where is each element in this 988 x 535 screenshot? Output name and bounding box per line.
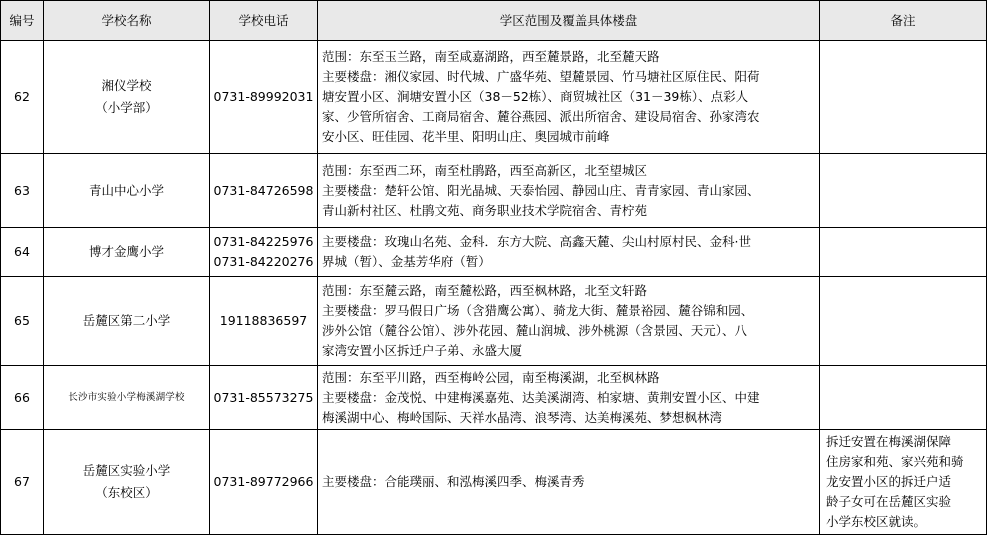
row-note <box>820 41 987 154</box>
table-row <box>1 366 987 430</box>
row-no: 67 <box>1 430 44 535</box>
table-row <box>1 430 987 535</box>
row-district-scope: 范围：东至麓云路，南至麓松路，西至枫林路，北至文轩路 主要楼盘：罗马假日广场（含猎鹰公寓）、骑龙大街、麓景裕园、麓谷锦和园、 涉外公馆（麓谷公馆）、涉外花园、麓山润城、涉外桃源（含景园、天元）、八 家湾安置小区拆迁户子弟、永盛大厦 <box>318 277 820 366</box>
row-note <box>820 228 987 277</box>
table-row <box>1 277 987 366</box>
row-school-name: 岳麓区第二小学 <box>44 277 210 366</box>
header-note: 备注 <box>820 1 987 41</box>
row-district-scope: 主要楼盘：合能璞丽、和泓梅溪四季、梅溪青秀 <box>318 430 820 535</box>
row-school-phone: 19118836597 <box>210 277 318 366</box>
row-note <box>820 366 987 430</box>
header-row <box>1 1 987 41</box>
row-no: 64 <box>1 228 44 277</box>
row-school-name: 青山中心小学 <box>44 154 210 228</box>
row-note: 拆迁安置在梅溪湖保障 住房家和苑、家兴苑和骑 龙安置小区的拆迁户适 龄子女可在岳麓区实验 小学东校区就读。 <box>820 430 987 535</box>
row-no: 66 <box>1 366 44 430</box>
table-row <box>1 228 987 277</box>
header-school-phone: 学校电话 <box>210 1 318 41</box>
row-no: 65 <box>1 277 44 366</box>
row-school-phone: 0731-85573275 <box>210 366 318 430</box>
table-row <box>1 154 987 228</box>
row-school-phone: 0731-89992031 <box>210 41 318 154</box>
row-school-name: 长沙市实验小学梅溪湖学校 <box>44 366 210 430</box>
row-school-name: 湘仪学校 （小学部） <box>44 41 210 154</box>
row-school-name: 岳麓区实验小学 （东校区） <box>44 430 210 535</box>
row-school-name: 博才金鹰小学 <box>44 228 210 277</box>
row-school-phone: 0731-84726598 <box>210 154 318 228</box>
row-no: 63 <box>1 154 44 228</box>
row-district-scope: 主要楼盘：玫瑰山名苑、金科．东方大院、高鑫天麓、尖山村原村民、金科·世 界城（暂）、金基芳华府（暂） <box>318 228 820 277</box>
table-row <box>1 41 987 154</box>
row-district-scope: 范围：东至玉兰路，南至咸嘉湖路，西至麓景路，北至麓天路 主要楼盘：湘仪家园、时代城、广盛华苑、望麓景园、竹马塘社区原住民、阳荷 塘安置小区、涧塘安置小区（38－52栋）、商贸城社区（31－39栋）、点彩人 家、少管所宿舍、工商局宿舍、麓谷燕园、派出所宿舍、建设局宿舍、孙家湾农 安小区、旺佳园、花半里、阳明山庄、奥园城市前峰 <box>318 41 820 154</box>
row-school-phone: 0731-89772966 <box>210 430 318 535</box>
row-note <box>820 277 987 366</box>
header-no: 编号 <box>1 1 44 41</box>
row-district-scope: 范围：东至西二环，南至杜鹃路，西至高新区，北至望城区 主要楼盘：楚轩公馆、阳光晶城、天泰怡园、静园山庄、青青家园、青山家园、 青山新村社区、杜鹃文苑、商务职业技术学院宿舍、青柠苑 <box>318 154 820 228</box>
header-school-name: 学校名称 <box>44 1 210 41</box>
row-note <box>820 154 987 228</box>
row-school-phone: 0731-84225976 0731-84220276 <box>210 228 318 277</box>
row-district-scope: 范围：东至平川路，西至梅岭公园，南至梅溪湖，北至枫林路 主要楼盘：金茂悦、中建梅溪嘉苑、达美溪湖湾、柏家塘、黄荆安置小区、中建 梅溪湖中心、梅岭国际、天祥水晶湾、浪琴湾、达美梅溪苑、梦想枫林湾 <box>318 366 820 430</box>
header-district-scope: 学区范围及覆盖具体楼盘 <box>318 1 820 41</box>
row-no: 62 <box>1 41 44 154</box>
